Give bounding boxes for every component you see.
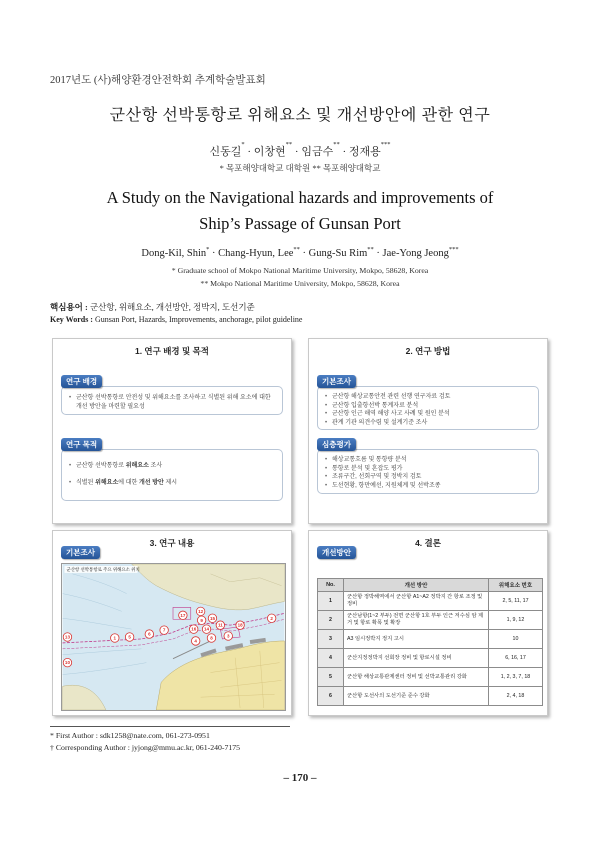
svg-text:18: 18: [237, 622, 243, 628]
hazard-marker: [197, 616, 205, 624]
affiliation-korean: * 목포해양대학교 대학원 ** 목포해양대학교: [219, 163, 381, 173]
panel-conclusion: [308, 530, 548, 716]
column-header: 개선 방안: [344, 579, 489, 592]
hazard-marker: [196, 607, 204, 615]
hazard-marker: [179, 611, 187, 619]
row-number: 5: [318, 668, 344, 687]
row-measure: A3 임시정박지 정지 고시: [344, 630, 489, 649]
panel-title: 1. 연구 배경 및 목적: [134, 346, 209, 356]
improvements-table: [317, 578, 543, 706]
bullet-item: • 조류구간, 선회구역 및 정박지 검토: [325, 473, 531, 482]
bullet-item: • 군산항 입출항선박 통계자료 분석: [325, 402, 531, 411]
hazard-marker: [63, 658, 71, 666]
keywords-label: Key Words :: [50, 315, 93, 324]
svg-text:6: 6: [148, 631, 151, 637]
svg-text:10: 10: [64, 660, 70, 666]
hazard-marker: [63, 633, 71, 641]
hazard-marker: [208, 614, 216, 622]
hazard-marker: [216, 621, 224, 629]
svg-text:11: 11: [217, 622, 223, 628]
section-label-basic-survey: 기본조사: [61, 546, 100, 559]
author-mark: ***: [448, 246, 459, 253]
svg-text:13: 13: [64, 634, 70, 640]
svg-text:9: 9: [200, 617, 203, 623]
row-hazards: 2, 5, 11, 17: [489, 592, 543, 611]
svg-text:2: 2: [270, 615, 273, 621]
section-label-purpose: 연구 목적: [61, 438, 102, 451]
bullet-text: 제시: [163, 479, 178, 486]
table-row: [318, 649, 543, 668]
keywords-label: 핵심용어 :: [50, 302, 88, 312]
section-box-basic-survey: [317, 386, 539, 430]
row-hazards: 6, 16, 17: [489, 649, 543, 668]
bullet-item: • 관계 기관 의견수렴 및 설계기준 조사: [325, 419, 531, 428]
bullet-item: [69, 462, 275, 471]
table-row: [318, 611, 543, 630]
svg-text:3: 3: [226, 633, 230, 639]
svg-text:12: 12: [198, 608, 204, 614]
hazard-marker: [111, 634, 119, 642]
row-hazards: 2, 4, 18: [489, 687, 543, 706]
hazard-marker: [236, 621, 244, 629]
author-separator: ·: [376, 248, 380, 259]
author-name: Dong-Kil, Shin: [141, 248, 207, 259]
section-box-in-depth: [317, 449, 539, 494]
bullet-emphasis: 위해요소: [95, 479, 119, 486]
row-hazards: 1, 2, 3, 7, 18: [489, 668, 543, 687]
row-hazards: 1, 9, 12: [489, 611, 543, 630]
author-separator: ·: [342, 146, 347, 158]
author-name: 정재용: [348, 146, 381, 158]
affiliation-english-1: * Graduate school of Mokpo National Maritime University, Mokpo, 58628, Korea: [171, 266, 429, 275]
column-header: No.: [318, 579, 344, 592]
panel-contents: [52, 530, 292, 716]
row-measure: 군산남항(1~2 부두) 전면 군산항 1호 부두 인근 저수심 암 제거 및 항로 확폭 및 확장: [344, 611, 489, 630]
paper-title-korean: 군산항 선박통항로 위해요소 및 개선방안에 관한 연구: [109, 107, 491, 124]
bullet-emphasis: 개선 방안: [138, 479, 164, 486]
bullet-item: • 군산항 선박통항로 안전성 및 위해요소를 조사하고 식별된 위해 요소에 대한 개선 방안을 마련할 필요성: [69, 394, 275, 411]
author-mark: **: [285, 141, 293, 148]
hazard-marker: [189, 625, 197, 633]
keywords-korean: [50, 301, 255, 313]
author-separator: ·: [247, 146, 252, 158]
table-row: [318, 630, 543, 649]
author-name: 이창현: [253, 146, 286, 158]
bullet-item: • 군산항 해상교통안전 관련 선행 연구자료 검토: [325, 393, 531, 402]
section-label-background: 연구 배경: [61, 375, 102, 388]
hazard-marker: [267, 614, 275, 622]
column-header: 위해요소 번호: [489, 579, 543, 592]
author-separator: ·: [302, 248, 307, 259]
bullet-item: • 도선현황, 항만예선, 지원체계 및 선박조종: [325, 482, 531, 491]
bullet-text: 조사: [148, 463, 163, 469]
bullet-text: 군산항 선박통항로: [76, 463, 126, 469]
row-measure: 군산지정정박지 선회장 정비 및 항로시설 정비: [344, 649, 489, 668]
section-label-basic-survey: 기본조사: [317, 375, 356, 388]
svg-text:15: 15: [209, 615, 215, 621]
bullet-item: [69, 479, 275, 488]
row-number: 3: [318, 630, 344, 649]
bullet-item: • 통항로 분석 및 혼잡도 평가: [325, 465, 531, 474]
authors-english: [0, 248, 600, 259]
row-number: 4: [318, 649, 344, 668]
affiliation-english-2: ** Mokpo National Maritime University, Mokpo, 58628, Korea: [200, 279, 400, 288]
table-row: [318, 592, 543, 611]
hazard-marker: [224, 632, 232, 640]
footnote-divider: [50, 726, 290, 727]
section-box-background: [61, 386, 283, 415]
author-mark: **: [333, 141, 340, 148]
hazard-marker: [202, 625, 210, 633]
author-mark: ***: [380, 141, 391, 148]
section-label-in-depth: 심층평가: [317, 438, 356, 451]
author-mark: *: [241, 141, 245, 148]
authors-korean: [0, 143, 600, 159]
bullet-item: • 군산항 인근 해역 해양 사고 사례 및 원인 분석: [325, 410, 531, 419]
svg-text:16: 16: [191, 626, 197, 632]
bullet-text: 에 대한: [118, 479, 139, 486]
gunsan-port-map: [61, 563, 286, 711]
svg-text:14: 14: [204, 626, 210, 632]
author-name: 신동길: [209, 146, 242, 158]
row-number: 6: [318, 687, 344, 706]
author-name: Gung-Su Rim: [308, 248, 368, 259]
row-number: 2: [318, 611, 344, 630]
table-header-row: [318, 579, 543, 592]
page-number: – 170 –: [283, 772, 317, 784]
section-label-improvements: 개선방안: [317, 546, 356, 559]
author-name: Jae-Yong Jeong: [382, 248, 449, 259]
hazard-marker: [160, 626, 168, 634]
panel-title: 3. 연구 내용: [149, 538, 195, 548]
panel-method: [308, 338, 548, 524]
row-number: 1: [318, 592, 344, 611]
hazard-marker: [207, 634, 215, 642]
svg-text:8: 8: [210, 635, 213, 641]
author-name: 임금수: [301, 146, 334, 158]
author-mark: *: [206, 246, 210, 253]
author-separator: ·: [212, 248, 216, 259]
row-measure: 군산항 도선사의 도선기준 준수 강화: [344, 687, 489, 706]
bullet-emphasis: 위해요소: [125, 463, 149, 469]
bullet-item: • 해상교통흐름 및 통항량 분석: [325, 456, 531, 465]
panel-title: 4. 결론: [415, 538, 441, 548]
panel-title: 2. 연구 방법: [405, 346, 451, 356]
author-separator: ·: [294, 146, 299, 158]
row-hazards: 10: [489, 630, 543, 649]
keywords-english: [50, 315, 302, 324]
paper-title-english-line2: Ship’s Passage of Gunsan Port: [199, 214, 401, 233]
row-measure: 군산항 정박해역에서 군산항 A1~A2 정박지 간 항로 조정 및 정비: [344, 592, 489, 611]
svg-text:17: 17: [180, 612, 186, 618]
svg-text:7: 7: [162, 627, 166, 633]
bullet-text: 식별된: [76, 479, 96, 486]
svg-text:4: 4: [194, 638, 197, 644]
author-mark: **: [293, 246, 300, 253]
author-name: Chang-Hyun, Lee: [218, 248, 294, 259]
footnote-corresponding-author: † Corresponding Author : jyjong@mmu.ac.kr, 061-240-7175: [50, 743, 241, 752]
keywords-value: Gunsan Port, Hazards, Improvements, anchorage, pilot guideline: [94, 315, 303, 324]
keywords-value: 군산항, 위해요소, 개선방안, 정박지, 도선기준: [89, 302, 255, 312]
table-row: [318, 687, 543, 706]
paper-title-english-line1: A Study on the Navigational hazards and improvements of: [106, 188, 494, 207]
table-row: [318, 668, 543, 687]
hazard-marker: [145, 630, 153, 638]
map-caption: 군산항 선박통항로 주요 위해요소 위치: [66, 566, 140, 572]
author-mark: **: [367, 246, 374, 253]
hazard-marker: [125, 633, 133, 641]
footnote-first-author: * First Author : sdk1258@nate.com, 061-273-0951: [50, 731, 210, 740]
panel-background-purpose: [52, 338, 292, 524]
svg-text:5: 5: [128, 634, 131, 640]
hazard-marker: [191, 637, 199, 645]
conference-header: 2017년도 (사)해양환경안전학회 추계학술발표회: [50, 75, 266, 86]
section-box-purpose: [61, 449, 283, 501]
row-measure: 군산항 해상교통관제센터 정비 및 선박교통관리 강화: [344, 668, 489, 687]
svg-text:1: 1: [113, 635, 117, 641]
